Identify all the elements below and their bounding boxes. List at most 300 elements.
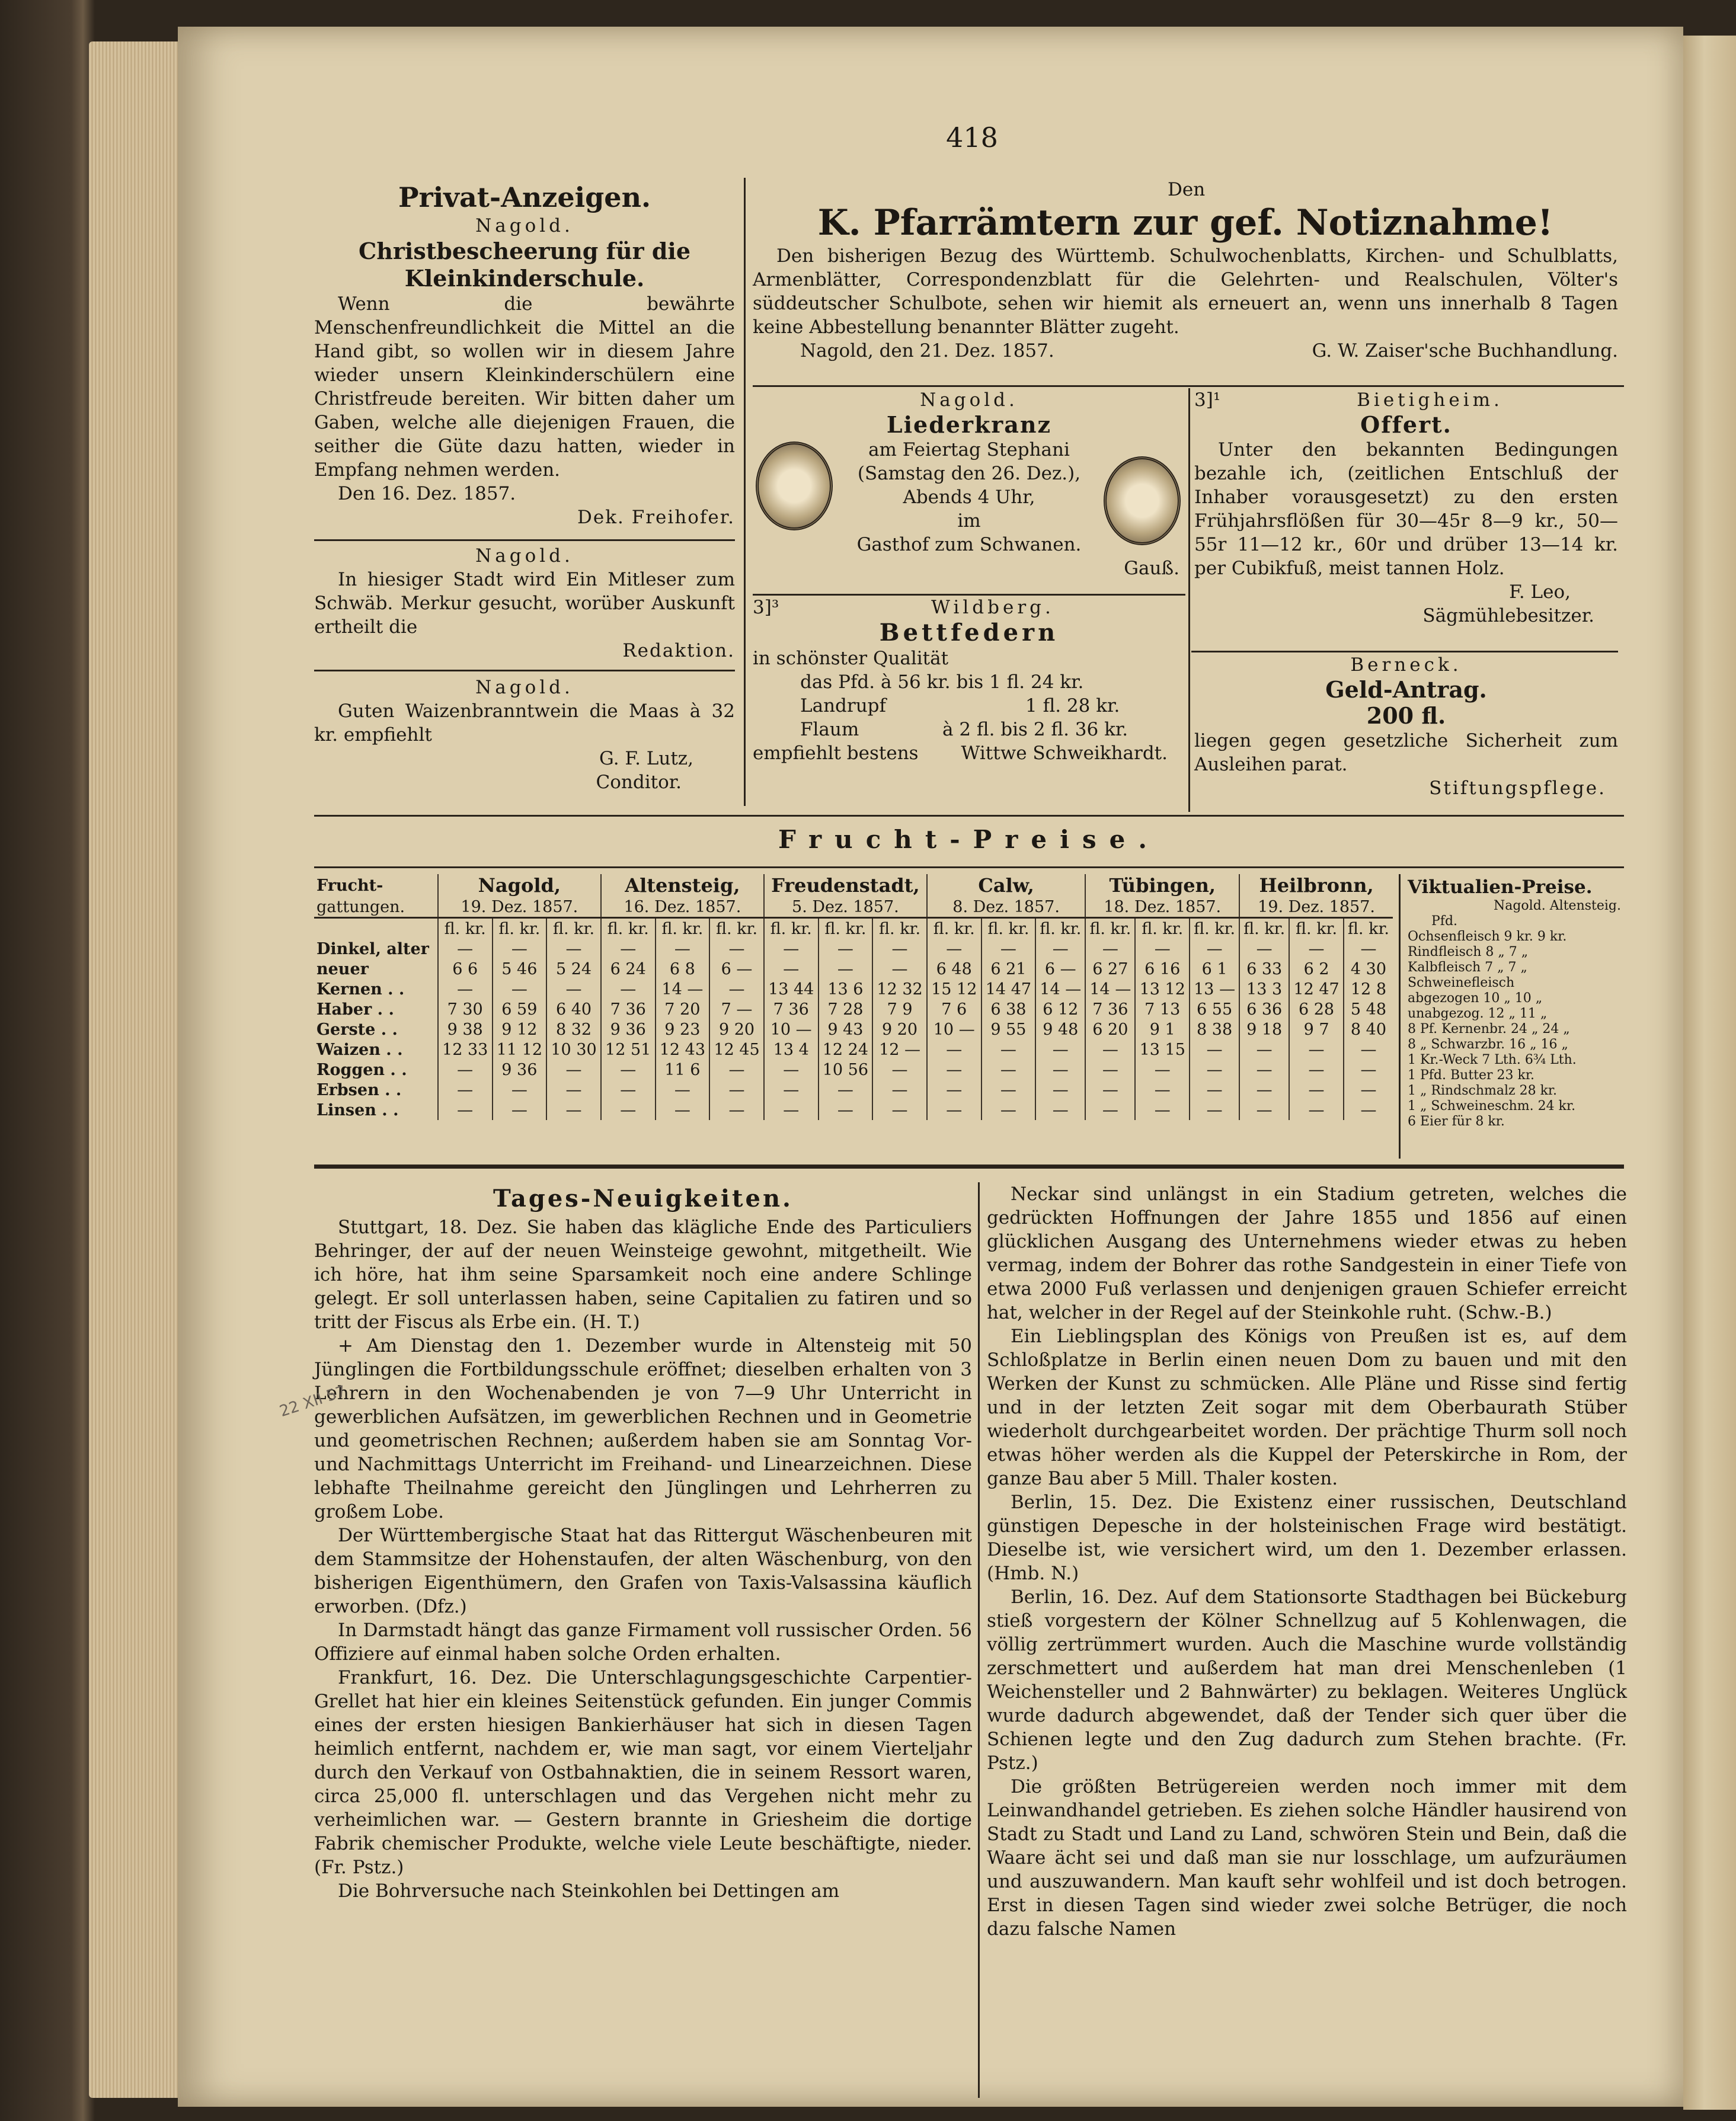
price-cell: — (1190, 939, 1239, 959)
ad3-signature: G. F. Lutz, (599, 748, 693, 769)
price-cell: 9 48 (1035, 1019, 1085, 1039)
price-cell: — (1344, 939, 1393, 959)
price-cell: — (819, 939, 873, 959)
wildberg-signature: Wittwe Schweikhardt. (961, 743, 1168, 764)
price-cell: — (1239, 1039, 1289, 1060)
price-cell: — (546, 979, 601, 999)
viktualien-line: Rindfleisch 8 „ 7 „ (1408, 945, 1529, 959)
viktualien-line: 1 Kr.-Weck 7 Lth. 6¾ Lth. (1408, 1052, 1577, 1067)
price-cell: — (927, 1100, 982, 1120)
unit-label: fl. kr. (1289, 918, 1344, 939)
rule (314, 670, 735, 671)
fruchtpreise-table-area (314, 874, 1393, 1165)
rule (1191, 651, 1618, 652)
column-rule (744, 178, 746, 806)
news-paragraph: Berlin, 15. Dez. Die Existenz einer russischen, Deutschland günstigen Depesche in der holsteinischen Frage wird bestätigt. Dieselbe ist, wie versichert wird, um den 1. Dezember erlassen. (Hmb. N.) (987, 1492, 1627, 1584)
price-cell: — (438, 1060, 493, 1080)
page-number: 418 (946, 121, 998, 153)
price-cell: 6 — (709, 959, 764, 979)
unit-label: fl. kr. (1135, 918, 1190, 939)
viktualien-columns: Nagold. Altensteig. (1493, 898, 1621, 913)
price-cell: — (1190, 1080, 1239, 1100)
pfarraemter-notice (753, 178, 1618, 363)
price-cell: 9 7 (1289, 1019, 1344, 1039)
price-cell: 7 36 (601, 999, 656, 1019)
price-cell: — (1135, 1060, 1190, 1080)
viktualien-line: unabgezog. 12 „ 11 „ (1408, 1006, 1548, 1021)
price-cell: — (1035, 1060, 1085, 1080)
viktualien-line: abgezogen 10 „ 10 „ (1408, 991, 1543, 1006)
news-paragraph: Frankfurt, 16. Dez. Die Unterschlagungsgeschichte Carpentier-Grellet hat hier ein kleines Seitenstück gefunden. Ein junger Commis eines der ersten hiesigen Bankierhäuser hat sich in diesen Tagen heimlich entfernt, nachdem er, wie man sagt, vor einem Vierteljahr durch den Verkauf von Ostbahnaktien, die in seinem Ressort waren, circa 25,000 fl. unterschlagen und das Vergehen nicht mehr zu verheimlichen war. — Gestern brannte in Griesheim die dortige Fabrik chemischer Produkte, welche viele Leute beschäftigte, nieder. (Fr. Pstz.) (314, 1667, 972, 1878)
price-cell: — (872, 959, 927, 979)
viktualien-line: Schweinefleisch (1408, 975, 1515, 990)
rule (314, 815, 1624, 817)
price-cell: 6 28 (1289, 999, 1344, 1019)
price-cell: — (601, 939, 656, 959)
unit-label: fl. kr. (1190, 918, 1239, 939)
viktualien-list (1408, 929, 1621, 1130)
unit-label: fl. kr. (1085, 918, 1135, 939)
news-paragraph: Stuttgart, 18. Dez. Sie haben das klägliche Ende des Particuliers Behringer, der auf der neuen Weinsteige gewohnt, mitgetheilt. Wie ich höre, hat ihm seine Sparsamkeit noch eine andere Schlinge gelegt. Er soll unterlassen haben, seine Capitalien zu fatiren und so tritt der Fiscus als Erbe ein. (H. T.) (314, 1217, 972, 1333)
table-row (314, 1039, 1393, 1060)
price-cell: — (1344, 1100, 1393, 1120)
price-cell: — (709, 979, 764, 999)
price-cell: — (1085, 1100, 1135, 1120)
grain-label: neuer (316, 959, 369, 978)
wildberg-intro: in schönster Qualität (753, 648, 949, 669)
price-cell: 6 12 (1035, 999, 1085, 1019)
table-row (314, 1019, 1393, 1039)
viktualien-line: 1 Pfd. Butter 23 kr. (1408, 1068, 1534, 1083)
price-cell: — (493, 939, 547, 959)
price-cell: 9 38 (438, 1019, 493, 1039)
price-cell: — (601, 1100, 656, 1120)
price-cell: — (1190, 1060, 1239, 1080)
table-row (314, 999, 1393, 1019)
price-cell: — (927, 1060, 982, 1080)
price-cell: — (1190, 1100, 1239, 1120)
price-cell: — (819, 1100, 873, 1120)
corner-label: gattungen. (316, 897, 405, 916)
ad1-place: Nagold. (475, 215, 574, 236)
price-cell: — (764, 939, 819, 959)
price-cell: 14 — (1035, 979, 1085, 999)
price-cell: — (438, 979, 493, 999)
price-cell: — (546, 1100, 601, 1120)
news-paragraph: Ein Lieblingsplan des Königs von Preußen ist es, auf dem Schloßplatze in Berlin einen neuen Dom zu bauen und mit den Werken der Kunst zu schmücken. Alle Pläne und Risse sind fertig und in der letzten Zeit sogar mit dem Oberbaurath Stüber wiederholt durchgearbeitet worden. Der prächtige Thurm soll noch etwas höher werden als die Kuppel der Peterskirche in Rom, der ganze Bau aber 5 Mill. Thaler kosten. (987, 1326, 1627, 1489)
ad2-place: Nagold. (475, 545, 574, 567)
price-cell: 9 23 (656, 1019, 710, 1039)
ad1-title-line1: Christbescheerung für die (358, 238, 691, 264)
price-cell: 13 — (1190, 979, 1239, 999)
price-cell: 8 40 (1344, 1019, 1393, 1039)
viktualien-line: 1 „ Rindschmalz 28 kr. (1408, 1083, 1558, 1098)
price-cell: 5 46 (493, 959, 547, 979)
news-column-1 (314, 1182, 972, 1903)
price-cell: 10 56 (819, 1060, 873, 1080)
market-date: 8. Dez. 1857. (927, 897, 1085, 918)
table-header-row (314, 897, 1393, 918)
price-cell: — (982, 1039, 1036, 1060)
price-cell: 5 48 (1344, 999, 1393, 1019)
ad1-title-line2: Kleinkinderschule. (404, 265, 645, 292)
wildberg-ad (753, 596, 1185, 765)
price-cell: 9 1 (1135, 1019, 1190, 1039)
notice-date: Nagold, den 21. Dez. 1857. (800, 340, 1054, 362)
table-row (314, 1080, 1393, 1100)
price-cell: — (709, 1080, 764, 1100)
wildberg-title: Bettfedern (879, 619, 1059, 647)
price-cell: — (1085, 1039, 1135, 1060)
wildberg-mark: 3]³ (753, 597, 779, 618)
news-paragraph: Die Bohrversuche nach Steinkohlen bei Dettingen am (338, 1880, 840, 1902)
bietigheim-body: Unter den bekannten Bedingungen bezahle ich, (zeitlichen Entschluß der Inhaber vorausgesetzt) zu den ersten Frühjahrsflößen für 30—45r 8—9 kr., 50—55r 11—12 kr., 60r und drüber 13—14 kr. per Cubikfuß, meist tannen Holz. (1194, 439, 1618, 579)
price-cell: 6 33 (1239, 959, 1289, 979)
unit-label: fl. kr. (819, 918, 873, 939)
fruchtpreise-heading: Frucht-Preise. (778, 825, 1160, 854)
price-cell: 8 32 (546, 1019, 601, 1039)
price-cell: — (927, 939, 982, 959)
price-cell: — (438, 939, 493, 959)
notice-footer (753, 339, 1618, 363)
price-cell: 12 8 (1344, 979, 1393, 999)
price-cell: 11 6 (656, 1060, 710, 1080)
berneck-amount: 200 fl. (1366, 702, 1446, 729)
unit-label: fl. kr. (709, 918, 764, 939)
ad1-date: Den 16. Dez. 1857. (338, 483, 516, 504)
wildberg-price-label: Landrupf (800, 695, 886, 716)
viktualien-line: Ochsenfleisch 9 kr. 9 kr. (1408, 929, 1567, 944)
news-paragraph: In Darmstadt hängt das ganze Firmament voll russischer Orden. 56 Offiziere auf einmal haben solche Orden erhalten. (314, 1620, 972, 1665)
price-cell: — (982, 1060, 1036, 1080)
ad2-signature: Redaktion. (622, 640, 735, 661)
price-cell: 12 24 (819, 1039, 873, 1060)
price-cell: 15 12 (927, 979, 982, 999)
price-cell: — (601, 1060, 656, 1080)
berneck-place: Berneck. (1350, 654, 1462, 676)
price-cell: 7 36 (1085, 999, 1135, 1019)
table-header-row (314, 874, 1393, 897)
viktualien-line: 8 Pf. Kernenbr. 24 „ 24 „ (1408, 1022, 1570, 1036)
price-cell: 13 6 (819, 979, 873, 999)
market-date: 19. Dez. 1857. (438, 897, 601, 918)
price-cell: — (764, 1060, 819, 1080)
grain-label: Erbsen . . (316, 1080, 402, 1099)
price-cell: 9 36 (601, 1019, 656, 1039)
price-cell: 7 13 (1135, 999, 1190, 1019)
berneck-body: liegen gegen gesetzliche Sicherheit zum Ausleihen parat. (1194, 730, 1618, 775)
price-cell: 13 12 (1135, 979, 1190, 999)
viktualien-box (1408, 876, 1621, 1130)
price-cell: — (1289, 1080, 1344, 1100)
price-cell: — (656, 1080, 710, 1100)
price-cell: — (1289, 1039, 1344, 1060)
price-cell: 7 9 (872, 999, 927, 1019)
unit-label: fl. kr. (982, 918, 1036, 939)
unit-label: fl. kr. (493, 918, 547, 939)
wildberg-price-value: à 2 fl. bis 2 fl. 36 kr. (942, 719, 1128, 740)
price-cell: — (493, 979, 547, 999)
price-cell: — (656, 1100, 710, 1120)
price-cell: 5 24 (546, 959, 601, 979)
berneck-ad (1194, 653, 1618, 800)
price-cell: — (493, 1080, 547, 1100)
wildberg-price-value: 1 fl. 28 kr. (1025, 695, 1120, 716)
table-row (314, 1060, 1393, 1080)
wildberg-outro: empfiehlt bestens (753, 743, 919, 764)
price-cell: — (1035, 1080, 1085, 1100)
price-cell: — (709, 939, 764, 959)
price-cell: 14 — (656, 979, 710, 999)
price-cell: — (546, 1060, 601, 1080)
price-cell: 10 — (764, 1019, 819, 1039)
price-cell: 6 8 (656, 959, 710, 979)
unit-label: fl. kr. (546, 918, 601, 939)
price-cell: — (601, 979, 656, 999)
price-cell: 12 33 (438, 1039, 493, 1060)
price-cell: — (1344, 1039, 1393, 1060)
price-cell: 7 20 (656, 999, 710, 1019)
unit-label: fl. kr. (656, 918, 710, 939)
ad3-body: Guten Waizenbranntwein die Maas à 32 kr. empfiehlt (314, 700, 735, 746)
notice-pre: Den (1168, 179, 1206, 200)
price-cell: 8 38 (1190, 1019, 1239, 1039)
price-cell: — (1085, 1080, 1135, 1100)
price-cell: — (1289, 1100, 1344, 1120)
berneck-title: Geld-Antrag. (1325, 676, 1487, 703)
news-heading: Tages-Neuigkeiten. (493, 1185, 793, 1213)
table-row (314, 1100, 1393, 1120)
market-name: Tübingen, (1085, 874, 1239, 897)
price-cell: — (1190, 1039, 1239, 1060)
table-row (314, 979, 1393, 999)
viktualien-title: Viktualien-Preise. (1408, 876, 1593, 898)
price-cell: — (1344, 1060, 1393, 1080)
liederkranz-line: am Feiertag Stephani (868, 439, 1070, 460)
price-cell: — (982, 1100, 1036, 1120)
news-column-2 (987, 1182, 1627, 1941)
rule (314, 1165, 1624, 1169)
column-rule (1188, 388, 1190, 812)
price-cell: 6 38 (982, 999, 1036, 1019)
price-cell: — (819, 1080, 873, 1100)
rule (314, 539, 735, 541)
price-cell: 6 48 (927, 959, 982, 979)
column-rule (978, 1182, 980, 2098)
bietigheim-mark: 3]¹ (1194, 389, 1221, 411)
liederkranz-line: Gasthof zum Schwanen. (856, 534, 1082, 555)
price-cell: 9 43 (819, 1019, 873, 1039)
price-cell: — (764, 1080, 819, 1100)
table-row (314, 939, 1393, 959)
wildberg-price-row: das Pfd. à 56 kr. bis 1 fl. 24 kr. (800, 671, 1084, 693)
price-cell: 6 55 (1190, 999, 1239, 1019)
price-cell: 7 6 (927, 999, 982, 1019)
unit-label: fl. kr. (927, 918, 982, 939)
grain-label: Kernen . . (316, 980, 405, 999)
wildberg-price-row (753, 718, 1185, 741)
grain-label: Waizen . . (316, 1040, 403, 1059)
market-date: 18. Dez. 1857. (1085, 897, 1239, 918)
ad2 (314, 544, 735, 663)
notice-heading: K. Pfarrämtern zur gef. Notiznahme! (817, 202, 1553, 244)
price-cell: 9 12 (493, 1019, 547, 1039)
price-cell: 6 6 (438, 959, 493, 979)
unit-label: fl. kr. (764, 918, 819, 939)
price-cell: — (1239, 1080, 1289, 1100)
notice-signature: G. W. Zaiser'sche Buchhandlung. (1312, 340, 1618, 362)
price-cell: — (546, 1080, 601, 1100)
news-paragraph: Der Württembergische Staat hat das Rittergut Wäschenbeuren mit dem Stammsitze der Hohenstaufen, der alten Wäschenburg, von den bisherigen Eigenthümern, den Grafen von Taxis-Valsassina käuflich erworben. (Dfz.) (314, 1525, 972, 1617)
price-cell: 9 36 (493, 1060, 547, 1080)
ad2-body: In hiesiger Stadt wird Ein Mitleser zum Schwäb. Merkur gesucht, worüber Auskunft ertheilt die (314, 569, 735, 638)
bietigheim-signature: F. Leo, (1509, 581, 1571, 603)
price-cell: 7 — (709, 999, 764, 1019)
grain-label: Haber . . (316, 1000, 394, 1019)
price-cell: 6 59 (493, 999, 547, 1019)
section-heading-private-ads: Privat-Anzeigen. (398, 181, 651, 213)
price-cell: 14 — (1085, 979, 1135, 999)
market-name: Nagold, (438, 874, 601, 897)
liederkranz-line: Abends 4 Uhr, (903, 487, 1035, 508)
price-cell: 9 20 (709, 1019, 764, 1039)
bietigheim-head (1194, 388, 1618, 412)
price-cell: — (1135, 1100, 1190, 1120)
wildberg-price-row (753, 694, 1185, 718)
market-date: 16. Dez. 1857. (601, 897, 764, 918)
price-cell: — (709, 1100, 764, 1120)
facing-page-edge (1683, 36, 1736, 2110)
price-cell: — (438, 1100, 493, 1120)
price-cell: 7 30 (438, 999, 493, 1019)
price-cell: 6 16 (1135, 959, 1190, 979)
price-cell: — (764, 1100, 819, 1120)
price-cell: — (1035, 939, 1085, 959)
viktualien-line: 8 „ Schwarzbr. 16 „ 16 „ (1408, 1037, 1568, 1052)
price-cell: 12 45 (709, 1039, 764, 1060)
price-cell: — (982, 939, 1036, 959)
price-cell: — (1035, 1100, 1085, 1120)
price-cell: — (1135, 1080, 1190, 1100)
viktualien-line: 1 „ Schweineschm. 24 kr. (1408, 1099, 1576, 1114)
ad1-signature: Dek. Freihofer. (577, 507, 735, 528)
unit-label: fl. kr. (872, 918, 927, 939)
news-col1-body (314, 1215, 972, 1903)
market-name: Calw, (927, 874, 1085, 897)
price-cell: 12 — (872, 1039, 927, 1060)
price-cell: 11 12 (493, 1039, 547, 1060)
price-cell: 13 15 (1135, 1039, 1190, 1060)
unit-label: fl. kr. (438, 918, 493, 939)
unit-spacer (314, 918, 438, 939)
price-cell: 9 20 (872, 1019, 927, 1039)
price-cell: 6 40 (546, 999, 601, 1019)
news-paragraph: Die größten Betrügereien werden noch immer mit dem Leinwandhandel getrieben. Es ziehen solche Händler hausirend von Stadt zu Stadt und Land zu Land, schwören Stein und Bein, daß die Waare ächt sei und daß man sie nur losschlage, um aufzuräumen und auszuwandern. Man kauft sehr wohlfeil und ist doch betrogen. Erst in diesen Tagen sind wieder zwei solche Betrüger, die noch dazu falsche Namen (987, 1776, 1627, 1940)
price-cell: — (1239, 939, 1289, 959)
market-name: Freudenstadt, (764, 874, 927, 897)
price-cell: — (656, 939, 710, 959)
price-cell: — (1035, 1039, 1085, 1060)
liederkranz-line: im (957, 510, 981, 532)
unit-label: fl. kr. (1035, 918, 1085, 939)
table-row (314, 959, 1393, 979)
bietigheim-ad (1194, 388, 1618, 628)
market-date: 19. Dez. 1857. (1239, 897, 1393, 918)
berneck-signature: Stiftungspflege. (1429, 778, 1606, 799)
bietigheim-title: Offert. (1360, 411, 1452, 438)
unit-label: fl. kr. (1239, 918, 1289, 939)
price-cell: — (872, 1060, 927, 1080)
price-cell: 7 28 (819, 999, 873, 1019)
price-cell: 6 2 (1289, 959, 1344, 979)
price-cell: 7 36 (764, 999, 819, 1019)
price-cell: 6 24 (601, 959, 656, 979)
unit-label: fl. kr. (1344, 918, 1393, 939)
price-cell: — (493, 1100, 547, 1120)
price-cell: 10 — (927, 1019, 982, 1039)
unit-label: fl. kr. (601, 918, 656, 939)
pencil-annotation: 22 XII 57 (277, 1382, 349, 1421)
price-cell: — (927, 1080, 982, 1100)
price-cell: 6 36 (1239, 999, 1289, 1019)
wildberg-head (753, 596, 1185, 619)
bietigheim-place: Bietigheim. (1357, 389, 1503, 411)
price-cell: 6 27 (1085, 959, 1135, 979)
market-name: Heilbronn, (1239, 874, 1393, 897)
grain-label: Linsen . . (316, 1101, 399, 1119)
liederkranz-place: Nagold. (920, 389, 1018, 411)
price-cell: — (709, 1060, 764, 1080)
price-cell: — (1289, 939, 1344, 959)
ad1-body: Wenn die bewährte Menschenfreundlichkeit die Mittel an die Hand gibt, so wollen wir in diesem Jahre wieder unsern Kleinkinderschülern eine Christfreude bereiten. Wir bitten daher um Gaben, welche alle diejenigen Frauen, die seither die Güte dazu hatten, wieder in Empfang nehmen werden. (314, 293, 735, 481)
bietigheim-signature-title: Sägmühlebesitzer. (1422, 605, 1594, 626)
grain-label: Gerste . . (316, 1020, 398, 1039)
viktualien-unit: Pfd. (1431, 914, 1458, 929)
price-cell: 13 4 (764, 1039, 819, 1060)
wildberg-place: Wildberg. (931, 597, 1054, 618)
market-name: Altensteig, (601, 874, 764, 897)
liederkranz-ad (753, 388, 1185, 580)
news-paragraph: Berlin, 16. Dez. Auf dem Stationsorte Stadthagen bei Bückeburg stieß vorgestern der Kölner Schnellzug auf 5 Kohlenwagen, die völlig zertrümmert wurden. Auch die Maschine wurde vollständig zerschmettert und außerdem hat man drei Menschenleben (1 Weichensteller und 2 Bahnwärter) zu beklagen. Weiteres Unglück wurde dadurch abgewendet, daß der Tender sich quer über die Schienen legte und den Zug dadurch zum Stehen brachte. (Fr. Pstz.) (987, 1586, 1627, 1774)
price-cell: 6 21 (982, 959, 1036, 979)
price-cell: 13 44 (764, 979, 819, 999)
price-cell: — (872, 1080, 927, 1100)
market-date: 5. Dez. 1857. (764, 897, 927, 918)
price-cell: — (1289, 1060, 1344, 1080)
ad3 (314, 676, 735, 794)
grain-label: Roggen . . (316, 1060, 407, 1079)
price-cell: — (1239, 1060, 1289, 1080)
corner-label: Frucht- (316, 876, 383, 895)
price-cell: — (1085, 939, 1135, 959)
price-cell: 14 47 (982, 979, 1036, 999)
price-cell: 12 47 (1289, 979, 1344, 999)
price-cell: — (546, 939, 601, 959)
liederkranz-title: Liederkranz (886, 411, 1052, 438)
price-cell: 12 43 (656, 1039, 710, 1060)
price-cell: — (438, 1080, 493, 1100)
ad3-signature-title: Conditor. (596, 772, 682, 793)
price-cell: — (819, 959, 873, 979)
price-cell: — (1135, 939, 1190, 959)
price-cell: 12 32 (872, 979, 927, 999)
price-cell: — (764, 959, 819, 979)
grain-label: Dinkel, alter (316, 939, 429, 958)
price-cell: 9 55 (982, 1019, 1036, 1039)
news-paragraph: + Am Dienstag den 1. Dezember wurde in Altensteig mit 50 Jünglingen die Fortbildungsschule eröffnet; dieselben erhalten von 3 Lehrern in den Wochenabenden je von 7—9 Uhr Unterricht in gewerblichen Aufsätzen, im gewerblichen Rechnen und in Geometrie und geometrischen Rechnen; außerdem haben sie am Sonntag Vor- und Nachmittags Unterricht im Freihand- und Linearzeichnen. Diese lebhafte Theilnahme gereicht den Jünglingen und Lehrherren zu großem Lobe. (314, 1335, 972, 1522)
price-cell: — (927, 1039, 982, 1060)
price-cell: 10 30 (546, 1039, 601, 1060)
